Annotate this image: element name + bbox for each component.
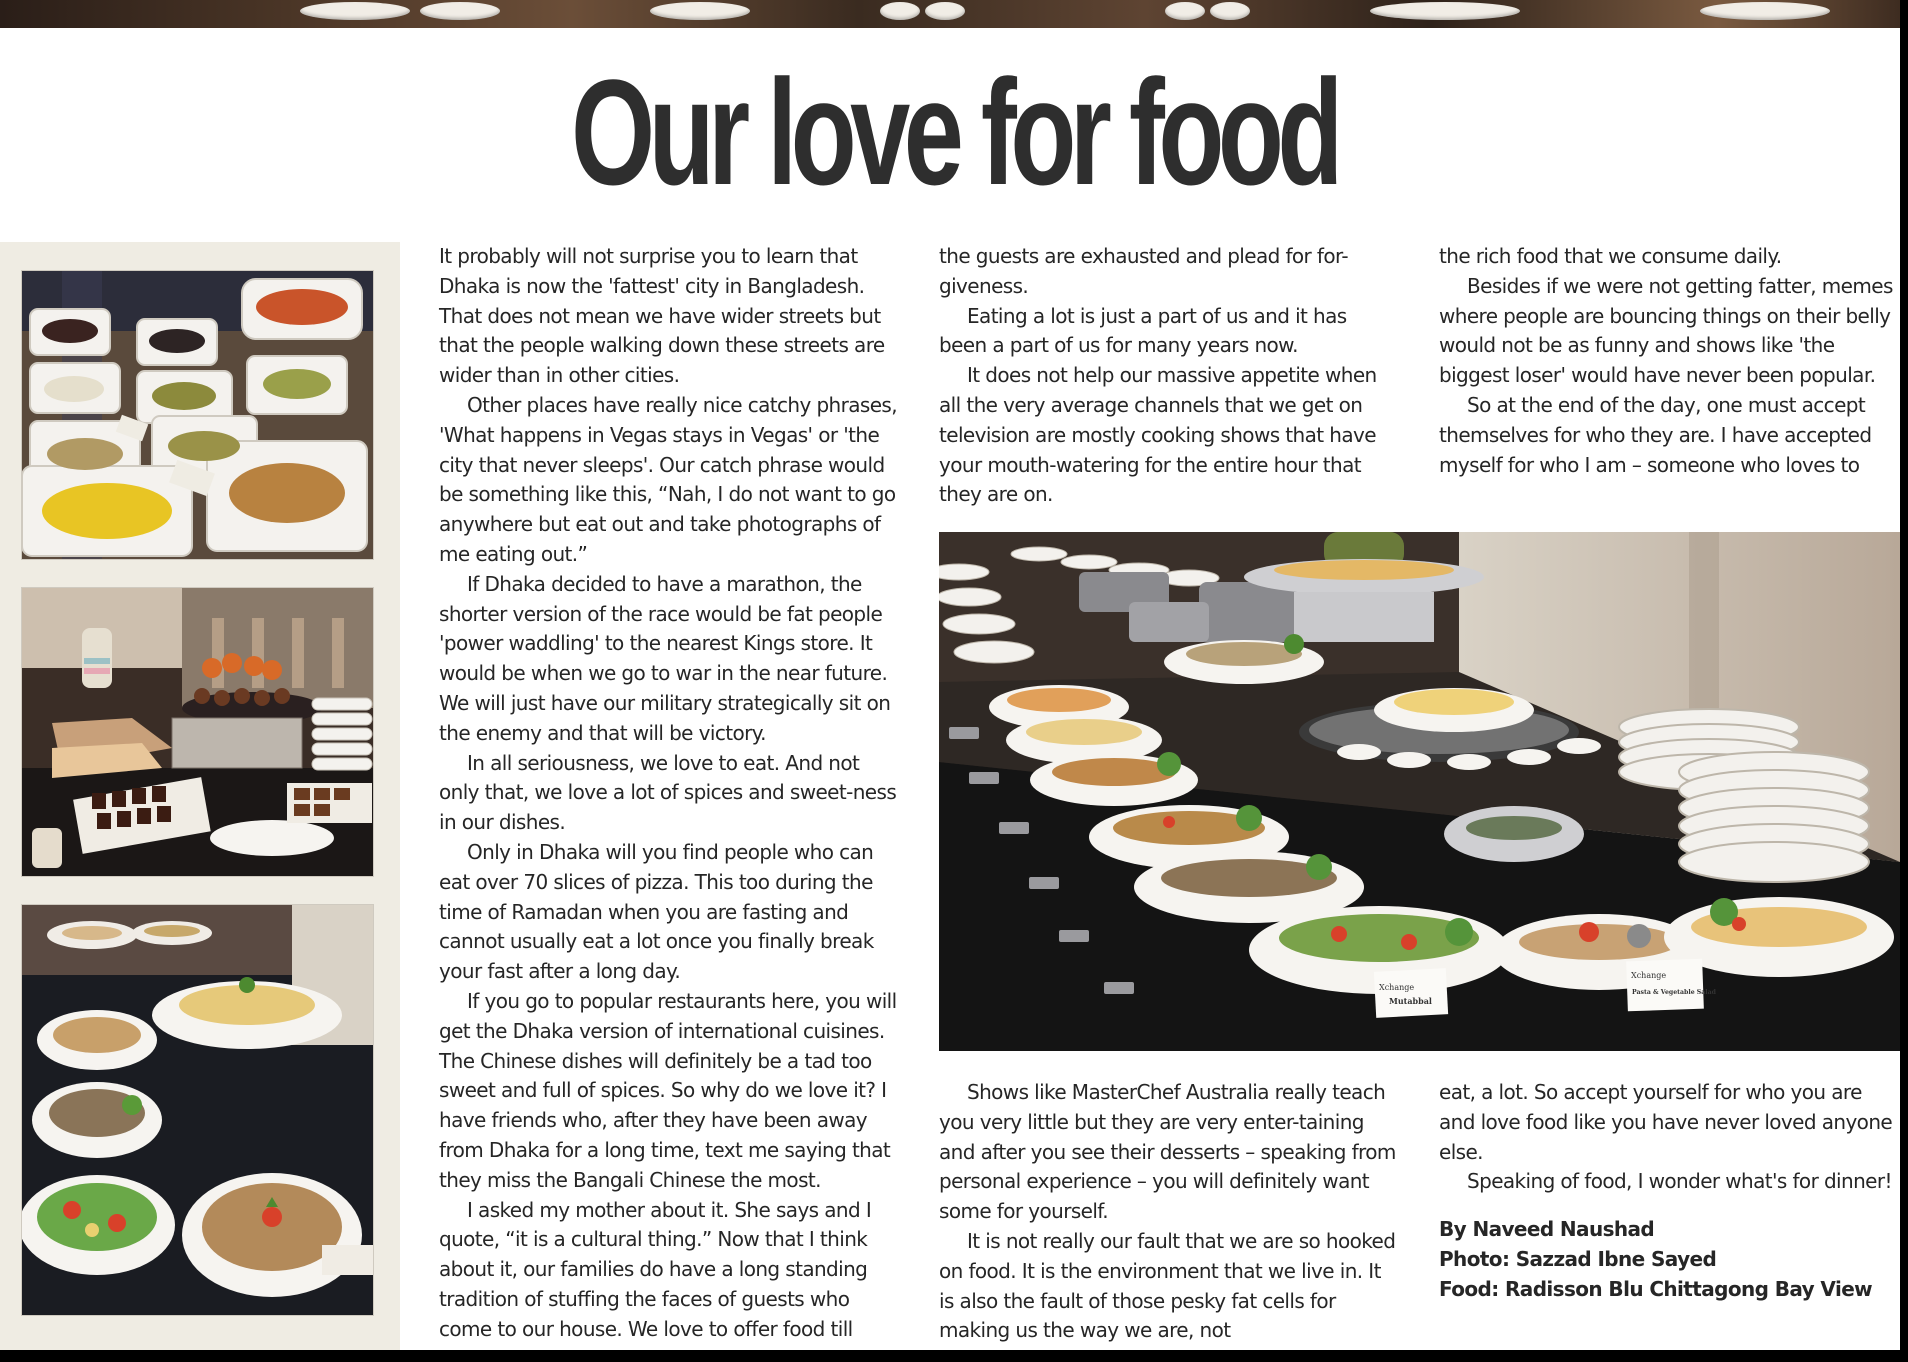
- paragraph: Shows like MasterChef Australia really teach you very little but they are very enter-taining and after you see their desserts – speaking from personal experience – you will definitely want some for yourself.: [939, 1080, 1396, 1224]
- paragraph: Eating a lot is just a part of us and it has been a part of us for many years now.: [939, 303, 1347, 358]
- paragraph: If you go to popular restaurants here, you will get the Dhaka version of international cuisines. The Chinese dishes will definitely be a tad too sweet and full of spices. So why do we love it? I have friends who, after they have been away from Dhaka for a long time, text me saying that they miss the Bangali Chinese the most.: [439, 988, 897, 1192]
- food-label-card: [1374, 968, 1448, 1018]
- headline: Our love for food: [571, 48, 1337, 216]
- main-buffet-photo: [939, 532, 1900, 1051]
- svg-text:Xchange: Xchange: [1379, 983, 1415, 992]
- paragraph: I asked my mother about it. She says and I quote, “it is a cultural thing.” Now that I think about it, our families do have a long standing tradition of stuffing the faces of guests who come to our house. We love to offer food till: [439, 1197, 872, 1341]
- paragraph: It is not really our fault that we are so hooked on food. It is the environment that we live in. It is also the fault of those pesky fat cells for making us the way we are, not: [939, 1228, 1396, 1343]
- author-credit: By Naveed Naushad: [1439, 1217, 1655, 1242]
- photo-sidebar: [0, 242, 400, 1350]
- paragraph: Besides if we were not getting fatter, memes where people are bouncing things on their belly would not be as funny and shows like 'the biggest loser' would have never been popular.: [1439, 273, 1893, 388]
- paragraph: Other places have really nice catchy phrases, 'What happens in Vegas stays in Vegas' or 'the city that never sleeps'. Our catch phrase would be something like this, “Nah, I do not want to go anywhere but eat out and take photographs of me eating out.”: [439, 392, 898, 566]
- buffet-dips-photo: [21, 270, 374, 560]
- article-column-2-top: [939, 242, 1399, 510]
- photo-credit: Photo: Sazzad Ibne Sayed: [1439, 1246, 1717, 1271]
- dessert-buffet-photo: [21, 587, 374, 877]
- paragraph: Speaking of food, I wonder what's for dinner!: [1467, 1169, 1892, 1194]
- paragraph: It probably will not surprise you to learn that Dhaka is now the 'fattest' city in Bangladesh. That does not mean we have wider streets but that the people walking down these streets are wider than in other cities.: [439, 244, 885, 388]
- food-label-mutabbal: Mutabbal: [1389, 996, 1432, 1006]
- svg-text:Xchange: Xchange: [1631, 971, 1667, 980]
- food-label-pasta-salad: Pasta & Vegetable Salad: [1632, 989, 1716, 996]
- paragraph: It does not help our massive appetite when all the very average channels that we get on television are mostly cooking shows that have your mouth-watering for the entire hour that they are on.: [939, 363, 1377, 507]
- food-credit: Food: Radisson Blu Chittagong Bay View: [1439, 1276, 1873, 1301]
- article-column-2-bottom: [939, 1078, 1399, 1346]
- paragraph: eat, a lot. So accept yourself for who you are and love food like you have never loved anyone else.: [1439, 1080, 1893, 1164]
- paragraph: So at the end of the day, one must accept themselves for who they are. I have accepted myself for who I am – someone who loves to: [1439, 392, 1872, 477]
- article-column-1: [439, 242, 899, 1344]
- paragraph: the guests are exhausted and plead for for-giveness.: [939, 244, 1348, 298]
- article-column-3-top: [1439, 242, 1899, 480]
- paragraph: In all seriousness, we love to eat. And not only that, we love a lot of spices and sweet-ness in our dishes.: [439, 750, 897, 835]
- paragraph: Only in Dhaka will you find people who can eat over 70 slices of pizza. This too during the time of Ramadan when you are fasting and cannot usually eat a lot once you finally break your fast after a long day.: [439, 839, 874, 984]
- paragraph: the rich food that we consume daily.: [1439, 244, 1782, 268]
- article-column-3-bottom: [1439, 1078, 1899, 1305]
- paragraph: If Dhaka decided to have a marathon, the shorter version of the race would be fat people 'power waddling' to the nearest Kings store. It would be when we go to war in the near future. We will just have our military strategically sit on the enemy and that will be victory.: [439, 571, 891, 745]
- top-photo-strip: [0, 0, 1900, 28]
- salad-buffet-photo: [21, 904, 374, 1316]
- credits: [1439, 1215, 1899, 1304]
